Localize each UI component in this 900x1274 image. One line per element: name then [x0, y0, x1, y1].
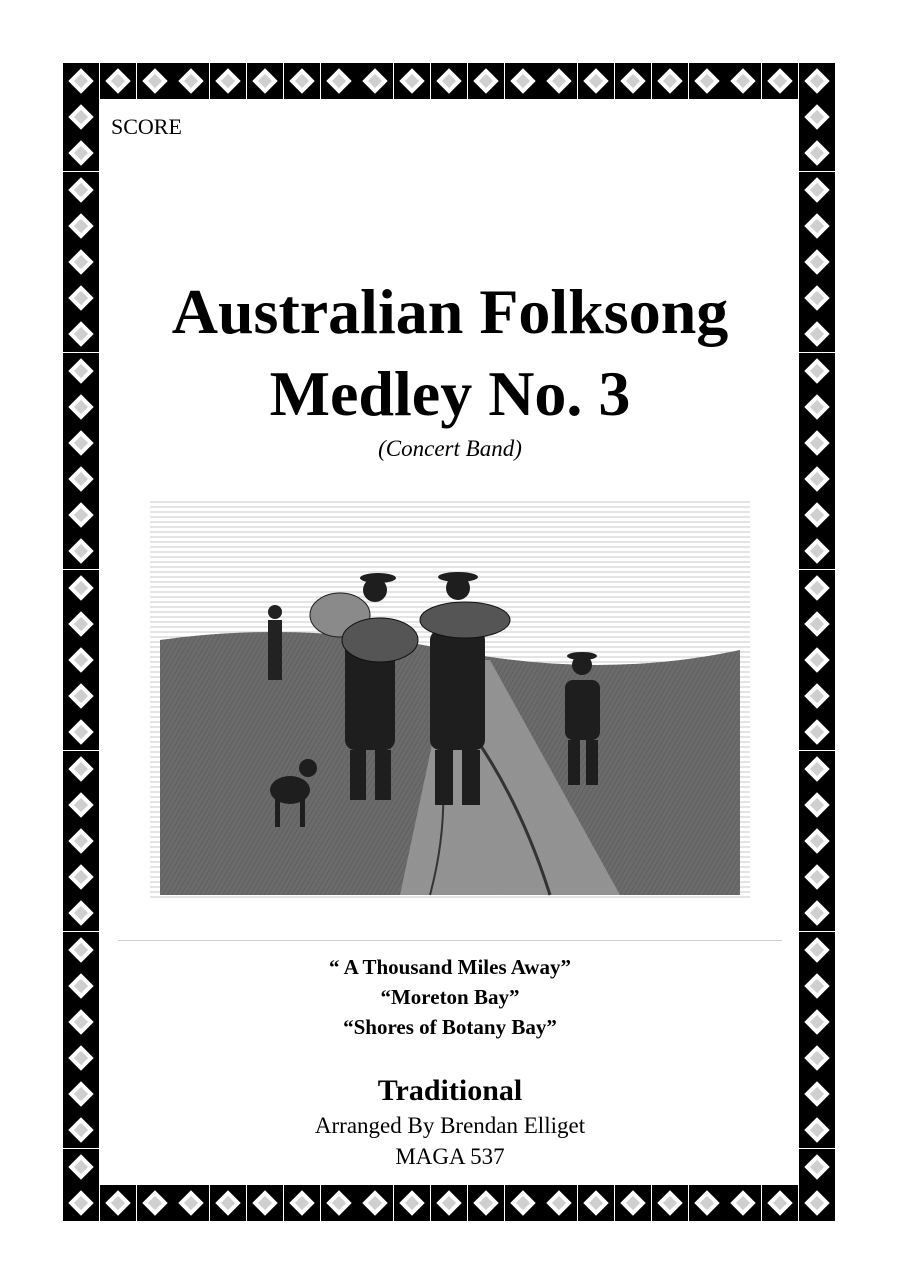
border-diamond [100, 1185, 136, 1221]
border-diamond [63, 787, 99, 823]
song-title: “Shores of Botany Bay” [343, 1015, 557, 1039]
border-diamond [431, 63, 467, 99]
border-diamond [799, 1040, 835, 1076]
border-diamond [173, 1185, 209, 1221]
border-diamond [431, 1185, 467, 1221]
border-diamond [63, 606, 99, 642]
border-diamond [63, 714, 99, 750]
song-list [100, 952, 800, 1042]
arranger-credit: Arranged By Brendan Elliget [314, 1113, 586, 1138]
border-diamond [799, 316, 835, 352]
border-diamond [505, 1185, 541, 1221]
border-diamond [284, 63, 320, 99]
border-diamond [63, 642, 99, 678]
border-diamond [689, 1185, 725, 1221]
page-title-line-1: Australian Folksong [171, 276, 729, 347]
border-diamond [63, 461, 99, 497]
border-diamond [799, 642, 835, 678]
border-diamond [689, 63, 725, 99]
border-diamond [63, 1004, 99, 1040]
composer: Traditional [377, 1074, 523, 1107]
border-diamond [210, 1185, 246, 1221]
border-diamond [762, 63, 798, 99]
border-diamond [63, 1076, 99, 1112]
border-diamond [799, 1076, 835, 1112]
border-diamond [63, 932, 99, 968]
border-top [63, 63, 835, 99]
border-diamond [799, 968, 835, 1004]
border-diamond [321, 63, 357, 99]
border-diamond [652, 63, 688, 99]
border-diamond [394, 1185, 430, 1221]
border-diamond [63, 353, 99, 389]
border-diamond [63, 1185, 99, 1221]
song-title: “Moreton Bay” [380, 985, 520, 1009]
score-label: SCORE [111, 114, 182, 139]
border-diamond [63, 1040, 99, 1076]
border-diamond [63, 99, 99, 135]
border-diamond [799, 533, 835, 569]
border-diamond [799, 606, 835, 642]
border-diamond [799, 570, 835, 606]
border-diamond [799, 425, 835, 461]
border-diamond [578, 63, 614, 99]
border-diamond [725, 1185, 761, 1221]
border-left [63, 63, 99, 1221]
border-diamond [210, 63, 246, 99]
border-diamond [173, 63, 209, 99]
border-diamond [762, 1185, 798, 1221]
border-diamond [63, 1149, 99, 1185]
border-diamond [63, 280, 99, 316]
distant-traveller [268, 605, 282, 680]
border-diamond [799, 751, 835, 787]
border-diamond [284, 1185, 320, 1221]
border-diamond [137, 1185, 173, 1221]
border-diamond [799, 244, 835, 280]
border-diamond [63, 1112, 99, 1148]
border-diamond [799, 389, 835, 425]
border-diamond [541, 1185, 577, 1221]
divider [118, 940, 782, 941]
border-diamond [63, 570, 99, 606]
border-diamond [799, 353, 835, 389]
border-diamond [799, 1149, 835, 1185]
border-diamond [357, 1185, 393, 1221]
border-diamond [63, 533, 99, 569]
border-right [799, 63, 835, 1221]
border-diamond [799, 172, 835, 208]
border-diamond [394, 63, 430, 99]
border-diamond [725, 63, 761, 99]
catalog-number: MAGA 537 [395, 1144, 505, 1169]
border-diamond [63, 859, 99, 895]
border-diamond [799, 99, 835, 135]
border-diamond [799, 1004, 835, 1040]
border-diamond [63, 316, 99, 352]
border-diamond [137, 63, 173, 99]
border-diamond [615, 63, 651, 99]
border-diamond [247, 63, 283, 99]
border-diamond [799, 787, 835, 823]
border-diamond [63, 208, 99, 244]
border-diamond [321, 1185, 357, 1221]
border-diamond [799, 135, 835, 171]
border-diamond [63, 244, 99, 280]
border-diamond [468, 1185, 504, 1221]
border-diamond [100, 63, 136, 99]
border-diamond [799, 859, 835, 895]
border-diamond [63, 678, 99, 714]
border-bottom [63, 1185, 835, 1221]
border-diamond [357, 63, 393, 99]
border-diamond [799, 714, 835, 750]
border-diamond [63, 389, 99, 425]
border-diamond [799, 932, 835, 968]
border-diamond [505, 63, 541, 99]
border-diamond [63, 895, 99, 931]
border-diamond [63, 172, 99, 208]
border-diamond [652, 1185, 688, 1221]
border-diamond [799, 895, 835, 931]
border-diamond [799, 63, 835, 99]
song-title: “ A Thousand Miles Away” [329, 955, 571, 979]
border-diamond [541, 63, 577, 99]
border-diamond [247, 1185, 283, 1221]
border-diamond [63, 63, 99, 99]
page-title-line-2: Medley No. 3 [269, 358, 631, 429]
border-diamond [578, 1185, 614, 1221]
page-subtitle: (Concert Band) [378, 436, 522, 461]
border-diamond [799, 208, 835, 244]
border-diamond [799, 1112, 835, 1148]
border-diamond [63, 968, 99, 1004]
border-diamond [799, 461, 835, 497]
border-diamond [799, 823, 835, 859]
border-diamond [615, 1185, 651, 1221]
border-diamond [63, 823, 99, 859]
border-diamond [799, 280, 835, 316]
border-diamond [468, 63, 504, 99]
border-diamond [799, 1185, 835, 1221]
border-diamond [63, 135, 99, 171]
border-diamond [63, 425, 99, 461]
border-diamond [63, 497, 99, 533]
border-diamond [799, 497, 835, 533]
border-diamond [799, 678, 835, 714]
border-diamond [63, 751, 99, 787]
cover-illustration [150, 500, 750, 900]
